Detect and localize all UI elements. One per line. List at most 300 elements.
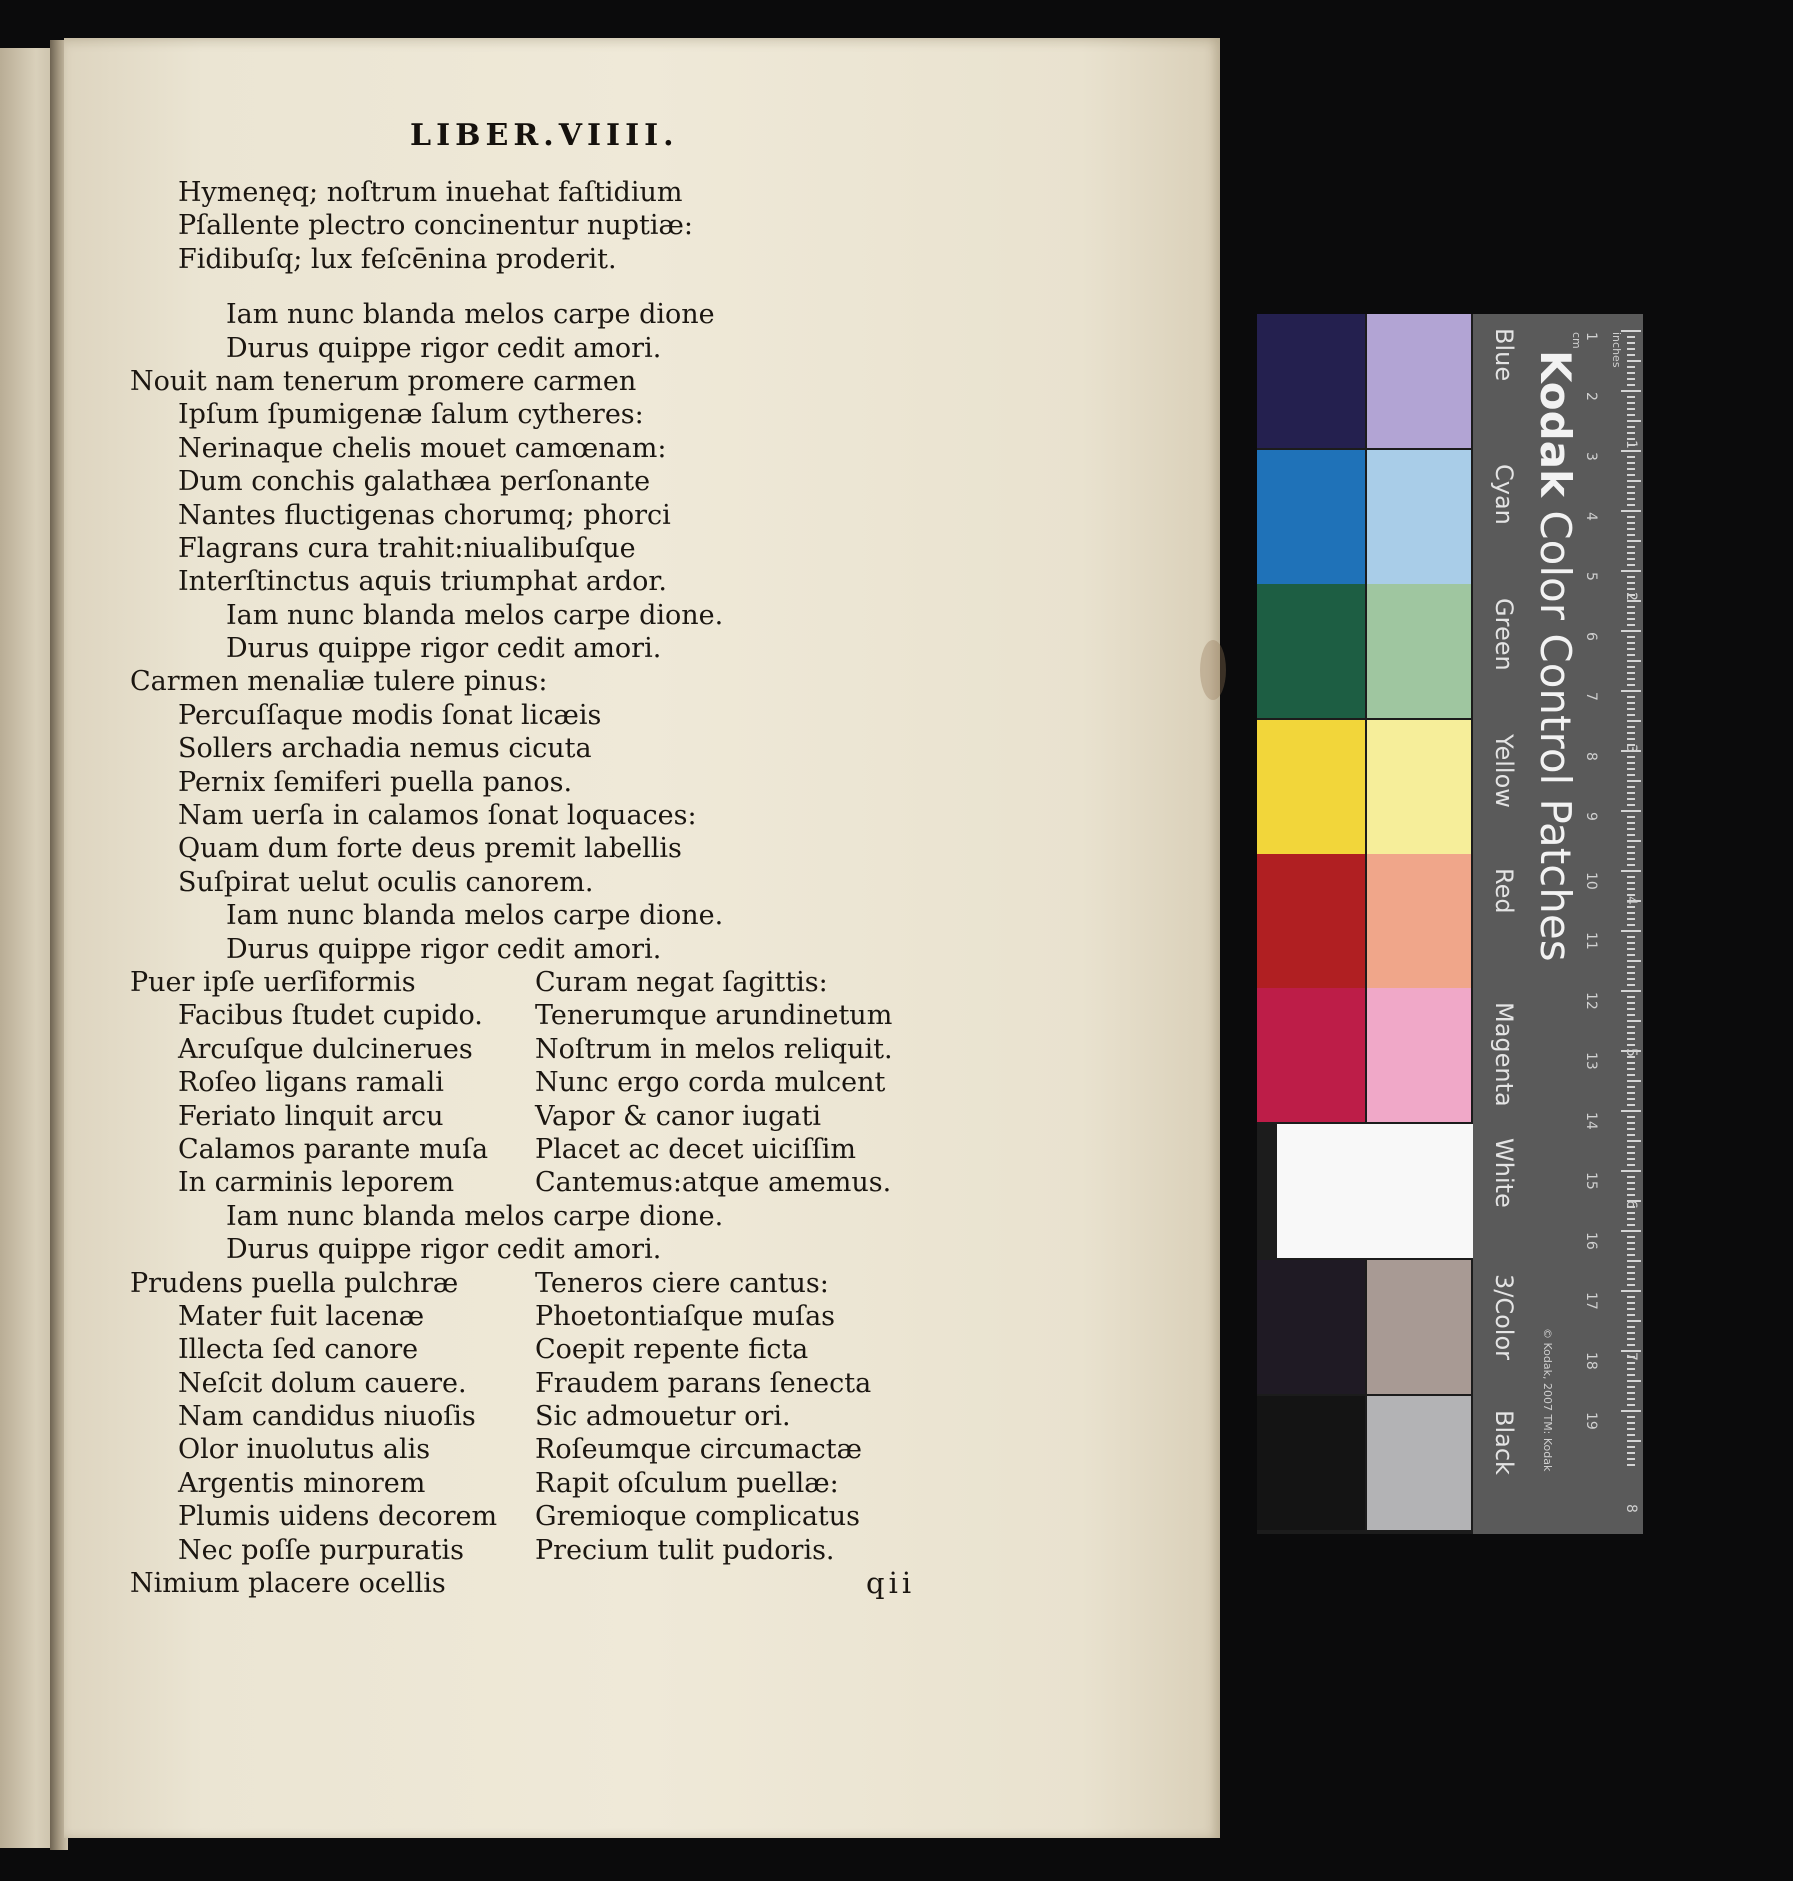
unit-cm: cm xyxy=(1570,332,1583,349)
verse-line: Fidibuſq; lux feſcēnina proderit. xyxy=(178,243,617,275)
ruler-tick xyxy=(1627,1146,1635,1148)
ruler-tick xyxy=(1627,534,1635,536)
verse-line: Ipſum ſpumigenæ ſalum cytheres: xyxy=(178,399,644,431)
patch-label: Black xyxy=(1490,1410,1518,1475)
verse-line: Percuſſaque modis ſonat licæis xyxy=(178,699,602,731)
verse-left: Argentis minorem xyxy=(178,1467,426,1499)
ruler-tick xyxy=(1627,456,1635,458)
verse-pair xyxy=(130,1300,893,1333)
ruler-tick xyxy=(1627,1428,1635,1430)
cm-tick-label: 11 xyxy=(1583,932,1599,950)
ruler-tick xyxy=(1627,960,1641,962)
ruler-tick xyxy=(1627,678,1635,680)
ruler-tick xyxy=(1627,408,1635,410)
verse-line: Sollers archadia nemus cicuta xyxy=(178,733,592,765)
ruler-tick xyxy=(1627,1458,1635,1460)
ruler-tick xyxy=(1627,492,1635,494)
ruler-tick xyxy=(1627,624,1635,626)
ruler-tick xyxy=(1627,1260,1641,1262)
cm-tick-label: 18 xyxy=(1583,1352,1599,1370)
patch-3color-dark xyxy=(1257,1260,1365,1394)
ruler-tick xyxy=(1627,684,1635,686)
cm-tick-label: 15 xyxy=(1583,1172,1599,1190)
ruler-tick xyxy=(1627,1008,1635,1010)
ruler-tick xyxy=(1627,804,1635,806)
ruler-tick xyxy=(1627,1440,1641,1442)
patch-label: 3/Color xyxy=(1490,1274,1518,1361)
verse-line: Iam nunc blanda melos carpe dione. xyxy=(226,900,724,932)
stanza-gap xyxy=(130,276,893,298)
ruler-tick xyxy=(1621,1110,1641,1112)
ruler-tick xyxy=(1627,654,1635,656)
verse-pair xyxy=(130,1433,893,1466)
verse-right: Roſeumque circumactæ xyxy=(535,1434,863,1466)
ruler-tick xyxy=(1627,1158,1635,1160)
verse-line: Durus quippe rigor cedit amori. xyxy=(226,933,662,965)
ruler-tick xyxy=(1627,618,1635,620)
ruler-tick xyxy=(1627,402,1635,404)
ruler-tick xyxy=(1627,780,1641,782)
verse-right: Phoetontiaſque muſas xyxy=(535,1300,836,1332)
ruler-tick xyxy=(1627,1302,1635,1304)
ruler-tick xyxy=(1627,1254,1635,1256)
ruler-tick xyxy=(1627,588,1635,590)
verse-line: Pernix ſemiferi puella panos. xyxy=(178,766,573,798)
target-title-text: Color Control Patches xyxy=(1531,510,1580,962)
ruler-tick xyxy=(1627,1116,1635,1118)
cm-tick-label: 9 xyxy=(1583,812,1599,821)
ruler-tick xyxy=(1627,942,1635,944)
verse-left: Nam candidus niuoſis xyxy=(178,1401,476,1433)
ruler-tick xyxy=(1621,510,1641,512)
ruler-tick xyxy=(1627,798,1635,800)
ruler-tick xyxy=(1627,1122,1635,1124)
ruler-tick xyxy=(1627,486,1635,488)
patch-cyan-light xyxy=(1367,450,1471,584)
ruler-tick xyxy=(1627,648,1635,650)
refrain-line: Durus quippe rigor cedit amori. xyxy=(226,1234,662,1266)
ruler-tick xyxy=(1627,414,1635,416)
ruler-tick xyxy=(1627,384,1635,386)
inch-tick-label: 8 xyxy=(1623,1504,1639,1513)
cm-tick-label: 16 xyxy=(1583,1232,1599,1250)
ruler-tick xyxy=(1627,1296,1635,1298)
verse-left: Nec poſſe purpuratis xyxy=(178,1534,464,1566)
page-stain xyxy=(1200,640,1226,700)
patch-magenta-dark xyxy=(1257,988,1365,1122)
verse-line: Pſallente plectro concinentur nuptiæ: xyxy=(178,210,693,242)
patch-blue-dark xyxy=(1257,314,1365,448)
ruler-tick xyxy=(1627,720,1641,722)
brand-name: Kodak xyxy=(1531,350,1580,497)
verse-line: Dum conchis galathæa perſonante xyxy=(178,466,651,498)
ruler-tick xyxy=(1627,420,1641,422)
patch-magenta-light xyxy=(1367,988,1471,1122)
ruler-tick xyxy=(1621,570,1641,572)
ruler-tick xyxy=(1627,1194,1635,1196)
ruler-tick xyxy=(1627,702,1635,704)
target-copyright: © Kodak, 2007 TM: Kodak xyxy=(1541,1328,1554,1472)
ruler-tick xyxy=(1627,918,1635,920)
ruler-tick xyxy=(1627,1086,1635,1088)
inch-tick-label: 7 xyxy=(1623,1352,1639,1361)
ruler-tick xyxy=(1627,348,1635,350)
ruler-tick xyxy=(1627,1038,1635,1040)
patch-label: Cyan xyxy=(1490,464,1518,525)
verse-pair xyxy=(130,966,893,999)
ruler-tick xyxy=(1621,450,1641,452)
ruler-tick xyxy=(1627,1212,1635,1214)
verse-right: Coepit repente ficta xyxy=(535,1334,809,1366)
cm-tick-label: 3 xyxy=(1583,452,1599,461)
ruler-tick xyxy=(1627,1068,1635,1070)
ruler-tick xyxy=(1627,1344,1635,1346)
cm-tick-label: 5 xyxy=(1583,572,1599,581)
ruler-tick xyxy=(1627,888,1635,890)
ruler-tick xyxy=(1627,858,1635,860)
ruler-tick xyxy=(1627,1032,1635,1034)
ruler-tick xyxy=(1627,558,1635,560)
verse-pair xyxy=(130,1400,893,1433)
ruler-tick xyxy=(1627,768,1635,770)
ruler-tick xyxy=(1627,1080,1641,1082)
ruler-tick xyxy=(1627,1098,1635,1100)
ruler-tick xyxy=(1627,396,1635,398)
cm-tick-label: 14 xyxy=(1583,1112,1599,1130)
ruler-tick xyxy=(1627,924,1635,926)
ruler-tick xyxy=(1627,822,1635,824)
patch-cyan-dark xyxy=(1257,450,1365,584)
ruler-tick xyxy=(1627,1308,1635,1310)
ruler-tick xyxy=(1627,762,1635,764)
patch-black-dark xyxy=(1257,1396,1365,1530)
ruler-tick xyxy=(1627,528,1635,530)
ruler-tick xyxy=(1627,852,1635,854)
verse-pair xyxy=(130,1500,893,1533)
ruler-tick xyxy=(1627,756,1635,758)
ruler-tick xyxy=(1627,774,1635,776)
ruler-tick xyxy=(1627,1398,1635,1400)
ruler-tick xyxy=(1627,1278,1635,1280)
verse-pair xyxy=(130,1066,893,1099)
cm-tick-label: 1 xyxy=(1583,332,1599,341)
ruler-tick xyxy=(1627,1020,1641,1022)
ruler-tick xyxy=(1627,516,1635,518)
cm-tick-label: 2 xyxy=(1583,392,1599,401)
ruler-tick xyxy=(1627,828,1635,830)
ruler-tick xyxy=(1627,498,1635,500)
verse-pair xyxy=(130,999,893,1032)
ruler-tick xyxy=(1627,1152,1635,1154)
verse-line: Nantes fluctigenas chorumq; phorci xyxy=(178,499,671,531)
ruler-tick xyxy=(1627,954,1635,956)
verse-line: Nerinaque chelis mouet camœnam: xyxy=(178,432,667,464)
verse-pair xyxy=(130,1333,893,1366)
verse-right: Gremioque complicatus xyxy=(535,1501,861,1533)
target-title xyxy=(1531,350,1580,962)
ruler-tick xyxy=(1627,468,1635,470)
ruler-tick xyxy=(1627,546,1635,548)
ruler-tick xyxy=(1621,870,1641,872)
verse-line: Quam dum forte deus premit labellis xyxy=(178,833,682,865)
ruler-tick xyxy=(1627,714,1635,716)
ruler-tick xyxy=(1627,978,1635,980)
ruler-tick xyxy=(1627,984,1635,986)
ruler-tick xyxy=(1627,582,1635,584)
verse-right: Placet ac decet uiciſſim xyxy=(535,1133,857,1165)
ruler-tick xyxy=(1627,672,1635,674)
patch-label: Magenta xyxy=(1490,1002,1518,1107)
ruler-tick xyxy=(1627,642,1635,644)
verse-left: Arcuſque dulcinerues xyxy=(178,1033,473,1065)
ruler-tick xyxy=(1627,1128,1635,1130)
ruler-tick xyxy=(1627,462,1635,464)
inch-tick-label: 6 xyxy=(1623,1200,1639,1209)
inch-tick-label: 3 xyxy=(1623,744,1639,753)
ruler-tick xyxy=(1627,1188,1635,1190)
ruler-tick xyxy=(1627,1362,1635,1364)
ruler-tick xyxy=(1627,660,1641,662)
patch-yellow-dark xyxy=(1257,720,1365,854)
verse-right: Nunc ergo corda mulcent xyxy=(535,1067,886,1099)
patch-green-light xyxy=(1367,584,1471,718)
ruler-tick xyxy=(1627,366,1635,368)
cm-tick-label: 10 xyxy=(1583,872,1599,890)
verse-pair xyxy=(130,1267,893,1300)
verse-left: Calamos parante muſa xyxy=(178,1133,489,1165)
ruler-tick xyxy=(1627,792,1635,794)
verse-right: Precium tulit pudoris. xyxy=(535,1534,835,1566)
verse-pair xyxy=(130,1133,893,1166)
ruler-tick xyxy=(1627,1074,1635,1076)
ruler-tick xyxy=(1627,972,1635,974)
unit-inches: inches xyxy=(1610,332,1623,368)
ruler-tick xyxy=(1627,786,1635,788)
ruler-tick xyxy=(1627,372,1635,374)
ruler-tick xyxy=(1621,690,1641,692)
ruler-tick xyxy=(1627,1446,1635,1448)
ruler-tick xyxy=(1627,1014,1635,1016)
cm-tick-label: 4 xyxy=(1583,512,1599,521)
ruler-tick xyxy=(1627,666,1635,668)
verse-left: Neſcit dolum cauere. xyxy=(178,1367,467,1399)
verse-right: Curam negat ſagittis: xyxy=(535,966,828,998)
verse-line: Carmen menaliæ tulere pinus: xyxy=(130,666,548,698)
verse-right: Noſtrum in melos reliquit. xyxy=(535,1033,893,1065)
ruler-tick xyxy=(1627,816,1635,818)
ruler-tick xyxy=(1627,936,1635,938)
ruler-tick xyxy=(1627,1332,1635,1334)
ruler-tick xyxy=(1627,1218,1635,1220)
ruler-tick xyxy=(1627,1272,1635,1274)
ruler-tick xyxy=(1627,1062,1635,1064)
verse-right: Sic admouetur ori. xyxy=(535,1401,791,1433)
verse-left: Illecta ſed canore xyxy=(178,1334,419,1366)
ruler-tick xyxy=(1627,576,1635,578)
verse-left: Mater fuit lacenæ xyxy=(178,1300,425,1332)
ruler-tick xyxy=(1627,738,1635,740)
verse-pair xyxy=(130,1033,893,1066)
ruler-tick xyxy=(1627,846,1635,848)
verse-line: Nam uerſa in calamos ſonat loquaces: xyxy=(178,800,697,832)
ruler-tick xyxy=(1627,1134,1635,1136)
ruler-tick xyxy=(1627,864,1635,866)
ruler-tick xyxy=(1627,1326,1635,1328)
cm-tick-label: 19 xyxy=(1583,1412,1599,1430)
inch-tick-label: 2 xyxy=(1623,592,1639,601)
verse-line: Interſtinctus aquis triumphat ardor. xyxy=(178,566,667,598)
verse-left: Feriato linquit arcu xyxy=(178,1100,444,1132)
patch-yellow-light xyxy=(1367,720,1471,854)
inch-tick-label: 5 xyxy=(1623,1048,1639,1057)
ruler-tick xyxy=(1627,876,1635,878)
verse-right: Vapor & canor iugati xyxy=(535,1100,822,1132)
patch-red-dark xyxy=(1257,854,1365,988)
page-signature: qii xyxy=(866,1566,916,1600)
ruler-tick xyxy=(1621,390,1641,392)
ruler-tick xyxy=(1627,552,1635,554)
ruler-tick xyxy=(1627,1404,1635,1406)
verse-right: Cantemus:atque amemus. xyxy=(535,1167,892,1199)
verse-left: In carminis leporem xyxy=(178,1167,455,1199)
ruler-tick xyxy=(1627,1026,1635,1028)
ruler-tick xyxy=(1627,360,1641,362)
ruler-tick xyxy=(1627,726,1635,728)
ruler-tick xyxy=(1627,1176,1635,1178)
ruler-tick xyxy=(1627,1314,1635,1316)
ruler-tick xyxy=(1621,1410,1641,1412)
ruler-tick xyxy=(1627,1092,1635,1094)
verse-left: Olor inuolutus alis xyxy=(178,1434,431,1466)
ruler-tick xyxy=(1627,354,1635,356)
ruler-tick xyxy=(1627,1380,1641,1382)
verse-pair xyxy=(130,1367,893,1400)
patch-label: Yellow xyxy=(1490,734,1518,808)
verse-pair xyxy=(130,1467,893,1500)
inch-tick-label: 4 xyxy=(1623,896,1639,905)
ruler-tick xyxy=(1627,1044,1635,1046)
cm-tick-label: 13 xyxy=(1583,1052,1599,1070)
ruler-tick xyxy=(1627,342,1635,344)
ruler-tick xyxy=(1627,1242,1635,1244)
ruler-tick xyxy=(1627,1374,1635,1376)
verse-left: Plumis uidens decorem xyxy=(178,1501,498,1533)
verse-line: Suſpirat uelut oculis canorem. xyxy=(178,866,594,898)
verse-pair xyxy=(130,1166,893,1199)
ruler-tick xyxy=(1627,504,1635,506)
ruler-tick xyxy=(1627,1392,1635,1394)
ruler-tick xyxy=(1627,1386,1635,1388)
verse-right: Teneros ciere cantus: xyxy=(535,1267,829,1299)
verse-right: Fraudem parans ſenecta xyxy=(535,1367,872,1399)
ruler-tick xyxy=(1627,840,1641,842)
ruler-tick xyxy=(1627,636,1635,638)
ruler-tick xyxy=(1627,1452,1635,1454)
ruler-tick xyxy=(1627,1248,1635,1250)
ruler-tick xyxy=(1627,1464,1635,1466)
cm-tick-label: 8 xyxy=(1583,752,1599,761)
ruler-tick xyxy=(1621,1290,1641,1292)
ruler-tick xyxy=(1627,1416,1635,1418)
inch-tick-label: 1 xyxy=(1623,440,1639,449)
patch-red-light xyxy=(1367,854,1471,988)
ruler-tick xyxy=(1621,1230,1641,1232)
ruler-tick xyxy=(1627,474,1635,476)
ruler-tick xyxy=(1627,1320,1641,1322)
ruler-tick xyxy=(1627,612,1635,614)
ruler-tick xyxy=(1627,480,1641,482)
ruler-tick xyxy=(1621,1170,1641,1172)
verse-line: Nouit nam tenerum promere carmen xyxy=(130,365,637,397)
ruler-tick xyxy=(1627,732,1635,734)
poem-body xyxy=(130,176,893,1600)
ruler-tick xyxy=(1621,810,1641,812)
running-head: LIBER.VIIII. xyxy=(410,118,679,153)
verse-line-last: Nimium placere ocellis xyxy=(130,1568,446,1600)
ruler-tick xyxy=(1627,1434,1635,1436)
ruler-tick xyxy=(1627,966,1635,968)
ruler-tick xyxy=(1621,990,1641,992)
ruler-tick xyxy=(1621,630,1641,632)
ruler-tick xyxy=(1621,930,1641,932)
cm-tick-label: 12 xyxy=(1583,992,1599,1010)
verse-left: Facibus ſtudet cupido. xyxy=(178,1000,483,1032)
cm-tick-label: 7 xyxy=(1583,692,1599,701)
ruler-tick xyxy=(1627,696,1635,698)
verse-right: Tenerumque arundinetum xyxy=(535,1000,893,1032)
ruler-tick xyxy=(1627,1368,1635,1370)
patch-white-light xyxy=(1277,1124,1473,1258)
ruler-tick xyxy=(1627,948,1635,950)
verse-pair xyxy=(130,1100,893,1133)
ruler-tick xyxy=(1627,708,1635,710)
patch-label: Blue xyxy=(1490,328,1518,382)
patch-green-dark xyxy=(1257,584,1365,718)
ruler-tick xyxy=(1627,1104,1635,1106)
ruler-tick xyxy=(1627,882,1635,884)
verse-pair xyxy=(130,1534,893,1567)
ruler-tick xyxy=(1627,1140,1641,1142)
verse-left: Prudens puella pulchræ xyxy=(130,1267,459,1299)
ruler-tick xyxy=(1627,912,1635,914)
ruler-tick xyxy=(1627,336,1635,338)
ruler-tick xyxy=(1627,906,1635,908)
patch-label: Green xyxy=(1490,598,1518,671)
ruler-tick xyxy=(1627,834,1635,836)
refrain-line: Iam nunc blanda melos carpe dione. xyxy=(226,1200,724,1232)
verse-left: Puer ipſe uerſiformis xyxy=(130,966,416,998)
ruler-tick xyxy=(1621,330,1641,332)
ruler-tick xyxy=(1627,1182,1635,1184)
ruler-tick xyxy=(1627,1422,1635,1424)
ruler-tick xyxy=(1627,1002,1635,1004)
ruler-tick xyxy=(1627,1224,1635,1226)
ruler-tick xyxy=(1627,432,1635,434)
verse-line: Hymenęq; noſtrum inuehat faſtidium xyxy=(178,177,683,208)
verse-line: Durus quippe rigor cedit amori. xyxy=(226,332,662,364)
ruler-tick xyxy=(1627,522,1635,524)
verse-line: Iam nunc blanda melos carpe dione xyxy=(226,299,715,331)
cm-tick-label: 17 xyxy=(1583,1292,1599,1310)
ruler-tick xyxy=(1627,564,1635,566)
verse-right: Rapit oſculum puellæ: xyxy=(535,1467,839,1499)
ruler-tick xyxy=(1627,606,1635,608)
ruler-tick xyxy=(1627,426,1635,428)
ruler-tick xyxy=(1627,1266,1635,1268)
verse-line: Iam nunc blanda melos carpe dione. xyxy=(226,599,724,631)
cm-tick-label: 6 xyxy=(1583,632,1599,641)
patch-black-light xyxy=(1367,1396,1471,1530)
